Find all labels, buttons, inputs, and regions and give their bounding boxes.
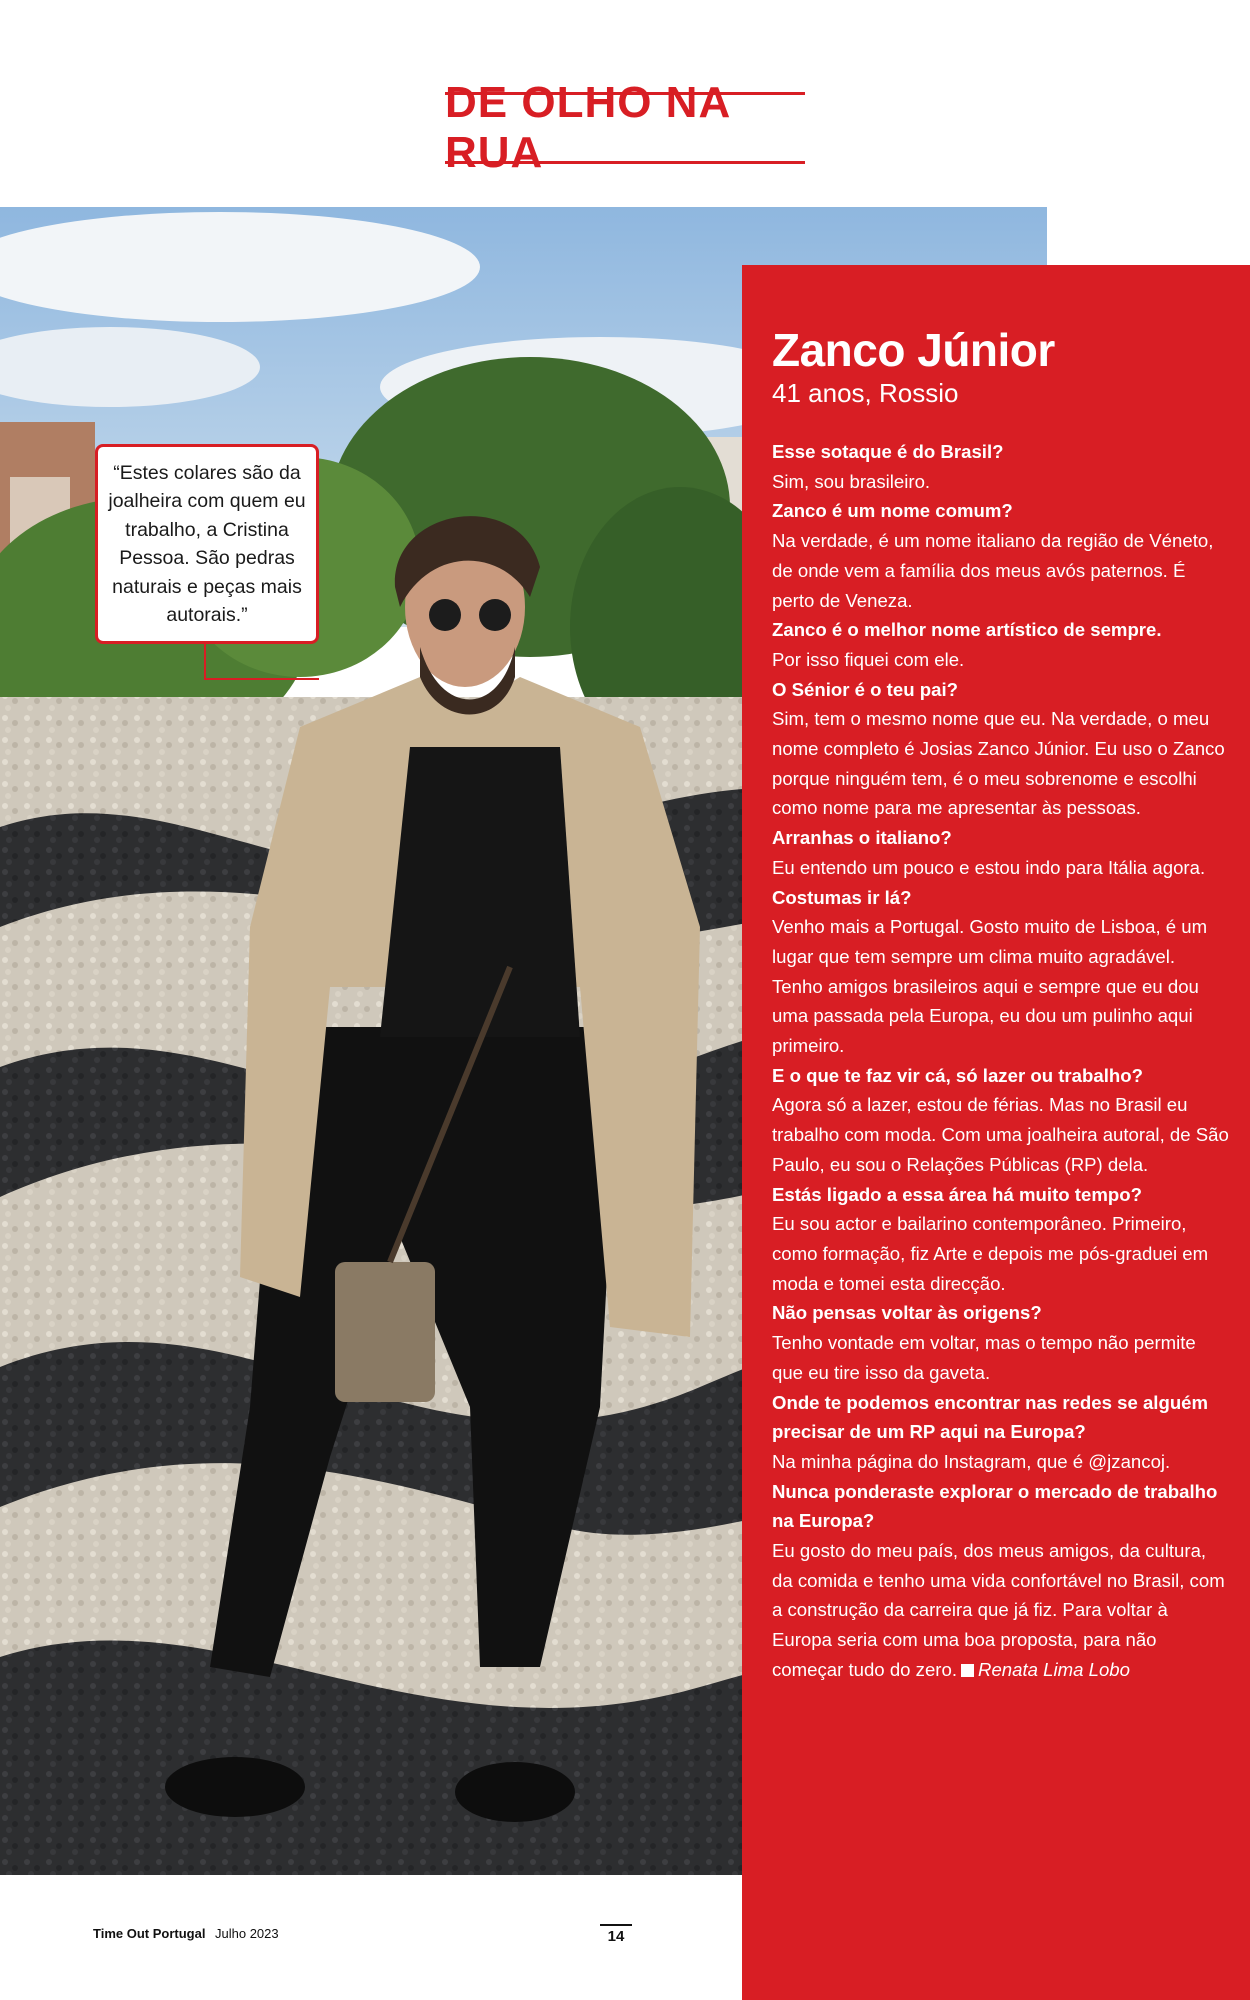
section-title: DE OLHO NA RUA bbox=[445, 78, 730, 177]
interview-qa bbox=[772, 437, 1230, 1685]
section-header bbox=[445, 78, 805, 177]
interviewee-name: Zanco Júnior bbox=[772, 324, 1055, 376]
answer: Sim, tem o mesmo nome que eu. Na verdade, o meu nome completo é Josias Zanco Júnior. Eu uso o Zanco porque ninguém tem, é o meu sobrenome e escolhi como nome para me apresentar às pessoas. bbox=[772, 708, 1225, 819]
question: Onde te podemos encontrar nas redes se alguém precisar de um RP aqui na Europa? bbox=[772, 1391, 1209, 1443]
question: Zanco é o melhor nome artístico de sempre. bbox=[772, 619, 1162, 641]
footer-issue-date: Julho 2023 bbox=[215, 1926, 279, 1941]
question: Zanco é um nome comum? bbox=[772, 500, 1013, 522]
answer: Sim, sou brasileiro. bbox=[772, 470, 931, 492]
answer: Eu entendo um pouco e estou indo para Itália agora. bbox=[772, 856, 1206, 878]
interviewee-age-location: 41 anos, Rossio bbox=[772, 378, 959, 408]
question: O Sénior é o teu pai? bbox=[772, 678, 958, 700]
question: Nunca ponderaste explorar o mercado de trabalho na Europa? bbox=[772, 1480, 1218, 1532]
answer: Eu sou actor e bailarino contemporâneo. Primeiro, como formação, fiz Arte e depois me pós-graduei em moda e tomei esta direcção. bbox=[772, 1213, 1209, 1294]
question: Estás ligado a essa área há muito tempo? bbox=[772, 1183, 1142, 1205]
answer: Na minha página do Instagram, que é @jzancoj. bbox=[772, 1450, 1171, 1472]
answer-text: Eu gosto do meu país, dos meus amigos, da cultura, da comida e tenho uma vida confortável no Brasil, com a construção da carreira que já fiz. Para voltar à Europa seria com uma boa proposta, para não começar tudo do zero. bbox=[772, 1540, 1225, 1680]
pull-quote-pointer bbox=[204, 644, 206, 680]
question: Esse sotaque é do Brasil? bbox=[772, 441, 1004, 462]
pull-quote-text: “Estes colares são da joalheira com quem eu trabalho, a Cristina Pessoa. São pedras naturais e peças mais autorais.” bbox=[108, 461, 306, 626]
answer-final bbox=[772, 1536, 1230, 1685]
question: E o que te faz vir cá, só lazer ou trabalho? bbox=[772, 1064, 1143, 1086]
pull-quote-box bbox=[95, 444, 319, 644]
page-number: 14 bbox=[600, 1924, 632, 1945]
end-mark-square-icon bbox=[961, 1664, 974, 1677]
question: Costumas ir lá? bbox=[772, 886, 912, 908]
answer: Tenho vontade em voltar, mas o tempo não permite que eu tire isso da gaveta. bbox=[772, 1332, 1196, 1383]
footer-magazine-name: Time Out Portugal bbox=[93, 1926, 206, 1941]
answer: Na verdade, é um nome italiano da região de Véneto, de onde vem a família dos meus avós paternos. É perto de Veneza. bbox=[772, 530, 1214, 611]
answer: Agora só a lazer, estou de férias. Mas no Brasil eu trabalho com moda. Com uma joalheira autoral, de São Paulo, eu sou o Relações Públicas (RP) dela. bbox=[772, 1094, 1229, 1175]
pull-quote-pointer-line bbox=[204, 678, 319, 680]
interview-panel bbox=[742, 265, 1250, 2000]
question: Não pensas voltar às origens? bbox=[772, 1302, 1042, 1324]
byline: Renata Lima Lobo bbox=[978, 1658, 1130, 1680]
question: Arranhas o italiano? bbox=[772, 827, 952, 849]
answer: Venho mais a Portugal. Gosto muito de Lisboa, é um lugar que tem sempre um clima muito agradável. Tenho amigos brasileiros aqui e sempre que eu dou uma passada pela Europa, eu dou um pulinho aqui primeiro. bbox=[772, 916, 1208, 1057]
answer: Por isso fiquei com ele. bbox=[772, 648, 965, 670]
